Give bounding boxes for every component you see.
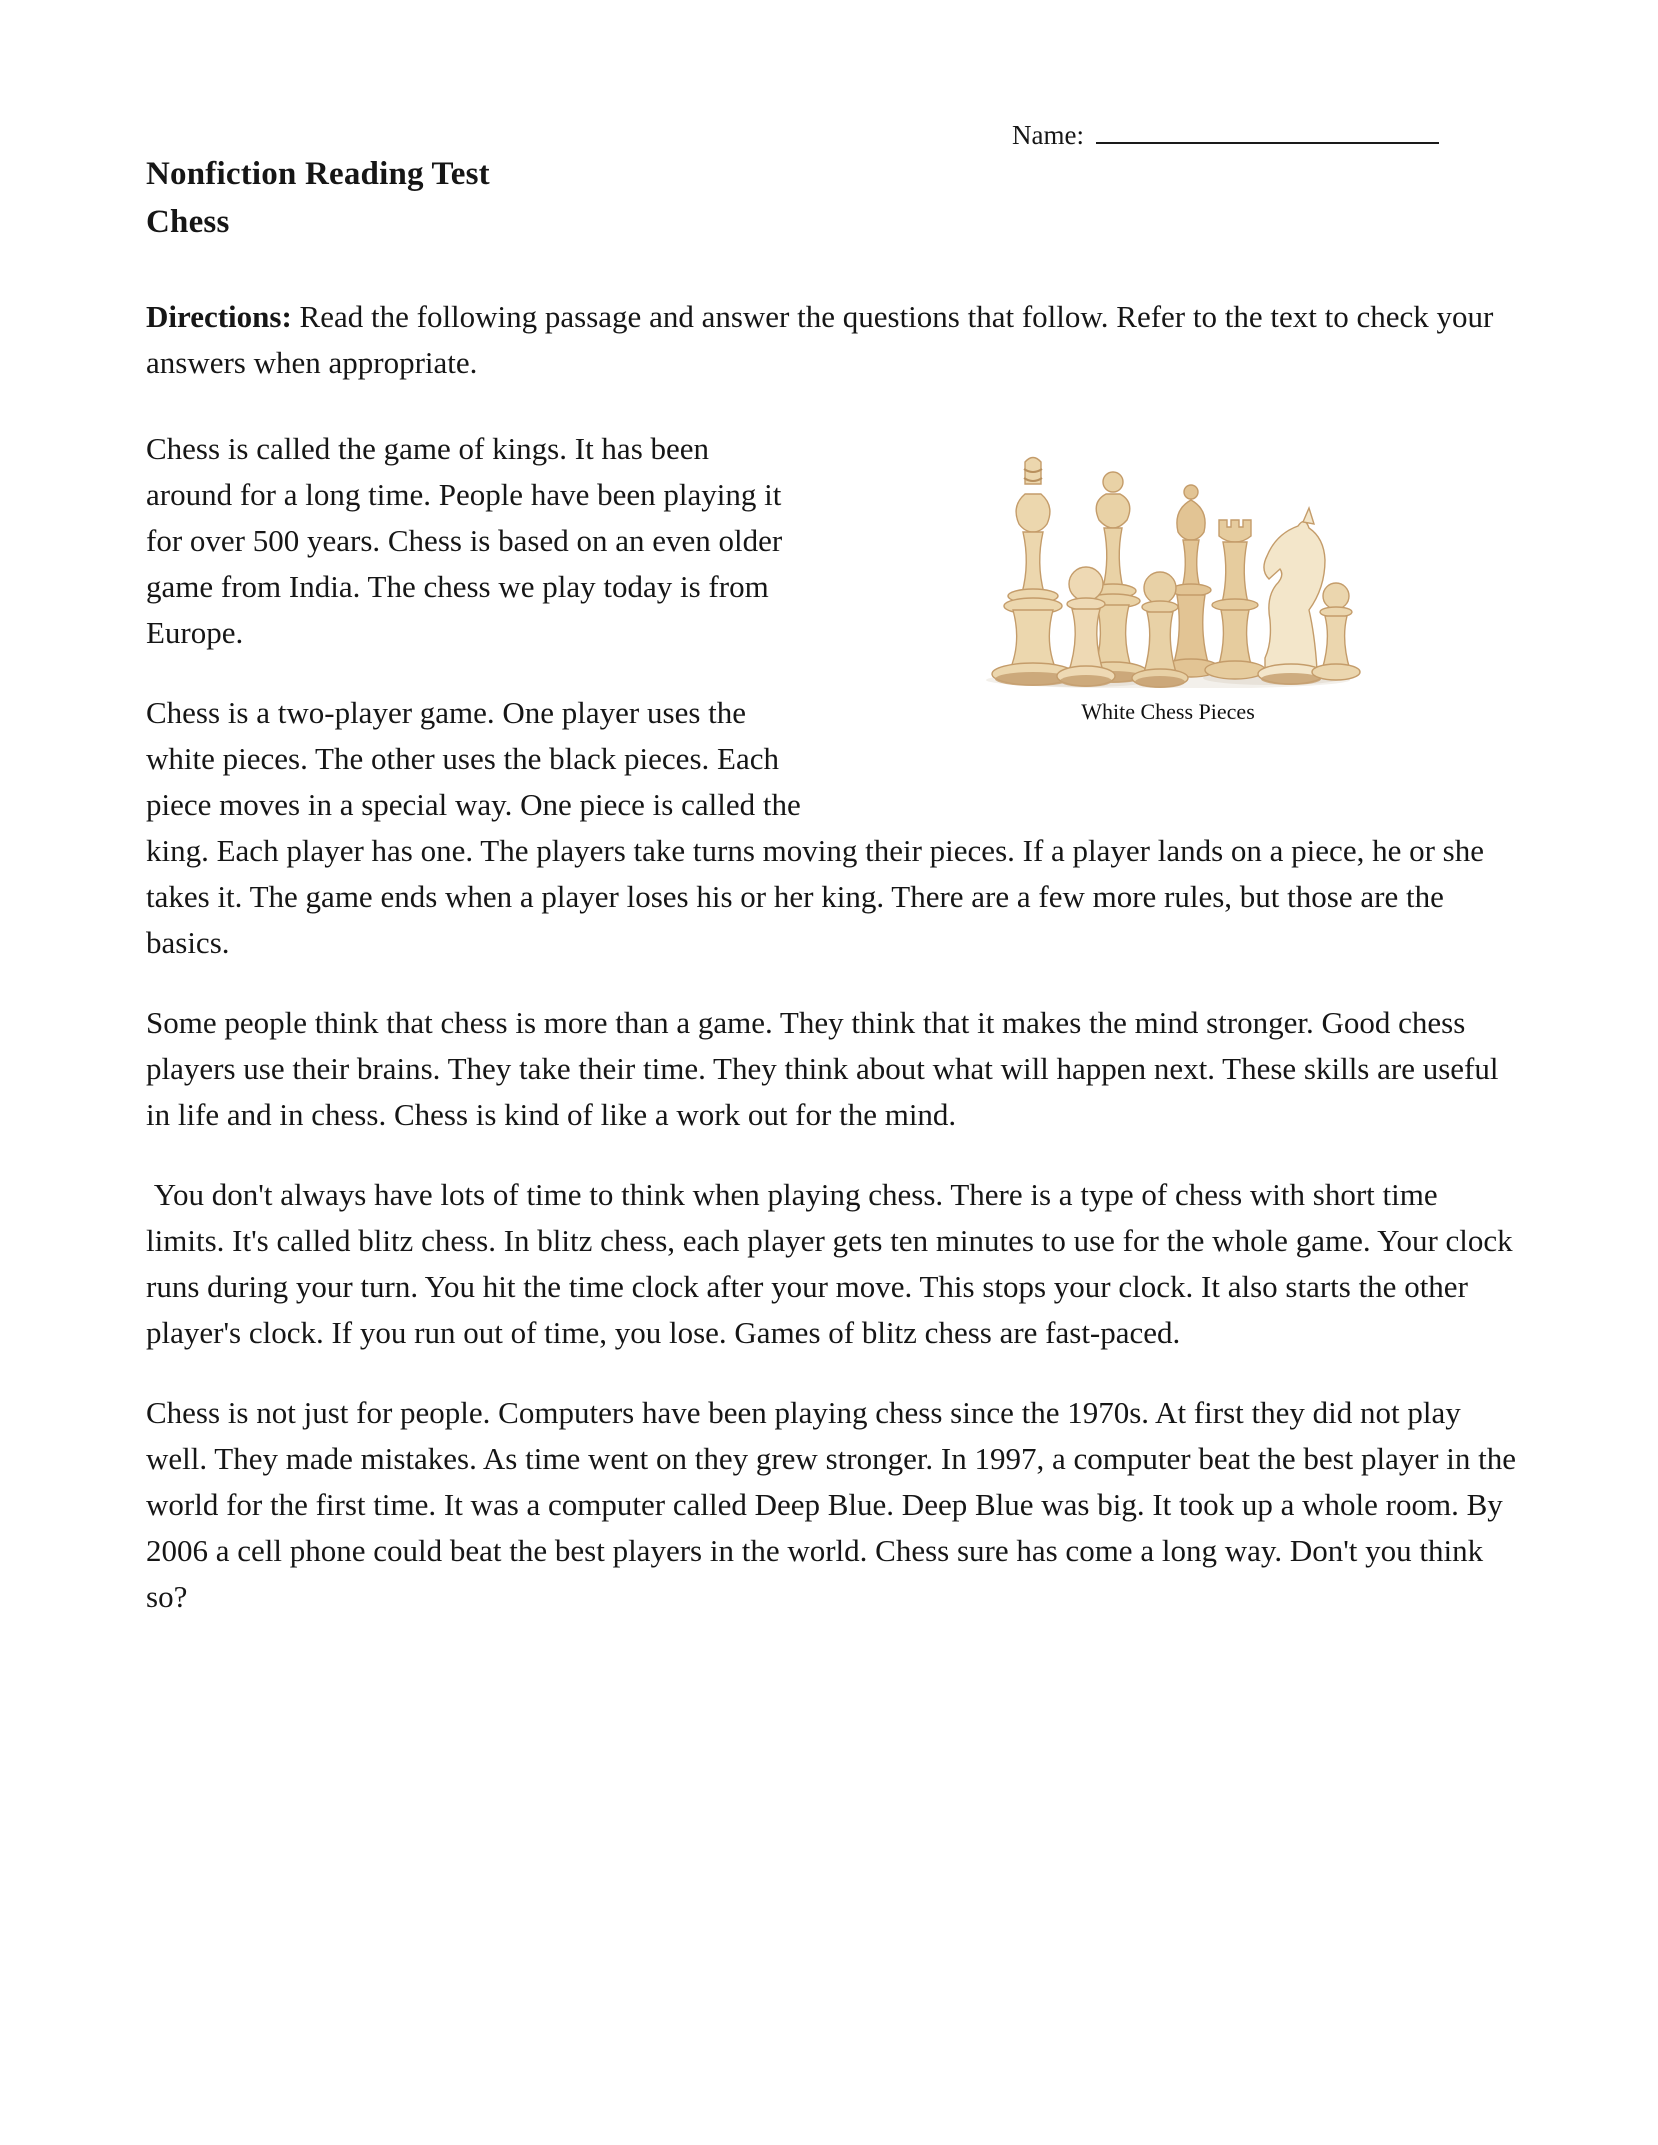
rook-piece-icon: [1205, 520, 1265, 679]
page-title: Nonfiction Reading Test: [146, 156, 490, 192]
king-piece-icon: [992, 458, 1074, 687]
white-chess-pieces-photo: [973, 438, 1363, 688]
passage-paragraph-5: Chess is not just for people. Computers have been playing chess since the 1970s. At first they did not play well. They made mistakes. As time went on they grew stronger. In 1997, a computer beat the best player in the world for the first time. It was a computer called Deep Blue. Deep Blue was big. It took up a whole room. By 2006 a cell phone could beat the best players in the world. Chess sure has come a long way. Don't you think so?: [146, 1395, 1524, 1614]
passage-paragraph-4: You don't always have lots of time to think when playing chess. There is a type of chess with short time limits. It's called blitz chess. In blitz chess, each player gets ten minutes to use for the whole game. Your clock runs during your turn. You hit the time clock after your move. This stops your clock. It also starts the other player's clock. If you run out of time, you lose. Games of blitz chess are fast-paced.: [146, 1177, 1521, 1350]
page-subtitle: Chess: [146, 204, 230, 240]
name-blank-line: [1096, 116, 1439, 144]
chess-pieces-illustration: [973, 438, 1363, 688]
name-label: Name:: [1012, 120, 1084, 150]
directions-text: Read the following passage and answer the questions that follow. Refer to the text to check your answers when appropriate.: [146, 299, 1502, 380]
passage-figure: [818, 438, 1518, 816]
passage-paragraph-1: Chess is called the game of kings. It has been around for a long time. People have been playing it for over 500 years. Chess is based on an even older game from India. The chess we play today is from Europe.: [146, 431, 790, 650]
directions-label: Directions:: [146, 299, 292, 334]
figure-caption: White Chess Pieces: [1081, 699, 1255, 724]
passage-paragraph-2: Chess is a two-player game. One player uses the white pieces. The other uses the black pieces. Each piece moves in a special way. One piece is called the king. Each player has one. The players take turns moving their pieces. If a player lands on a piece, he or she takes it. The game ends when a player loses his or her king. There are a few more rules, but those are the basics.: [146, 695, 1492, 960]
reading-passage: [146, 426, 1524, 1620]
pawn-piece-icon: [1312, 583, 1360, 680]
directions: [146, 294, 1518, 386]
passage-paragraph-3: Some people think that chess is more than a game. They think that it makes the mind stronger. Good chess players use their brains. They take their time. They think about what will happen next. These skills are useful in life and in chess. Chess is kind of like a work out for the mind.: [146, 1005, 1507, 1132]
name-field-block: [1012, 116, 1439, 152]
knight-piece-icon: [1258, 508, 1325, 685]
